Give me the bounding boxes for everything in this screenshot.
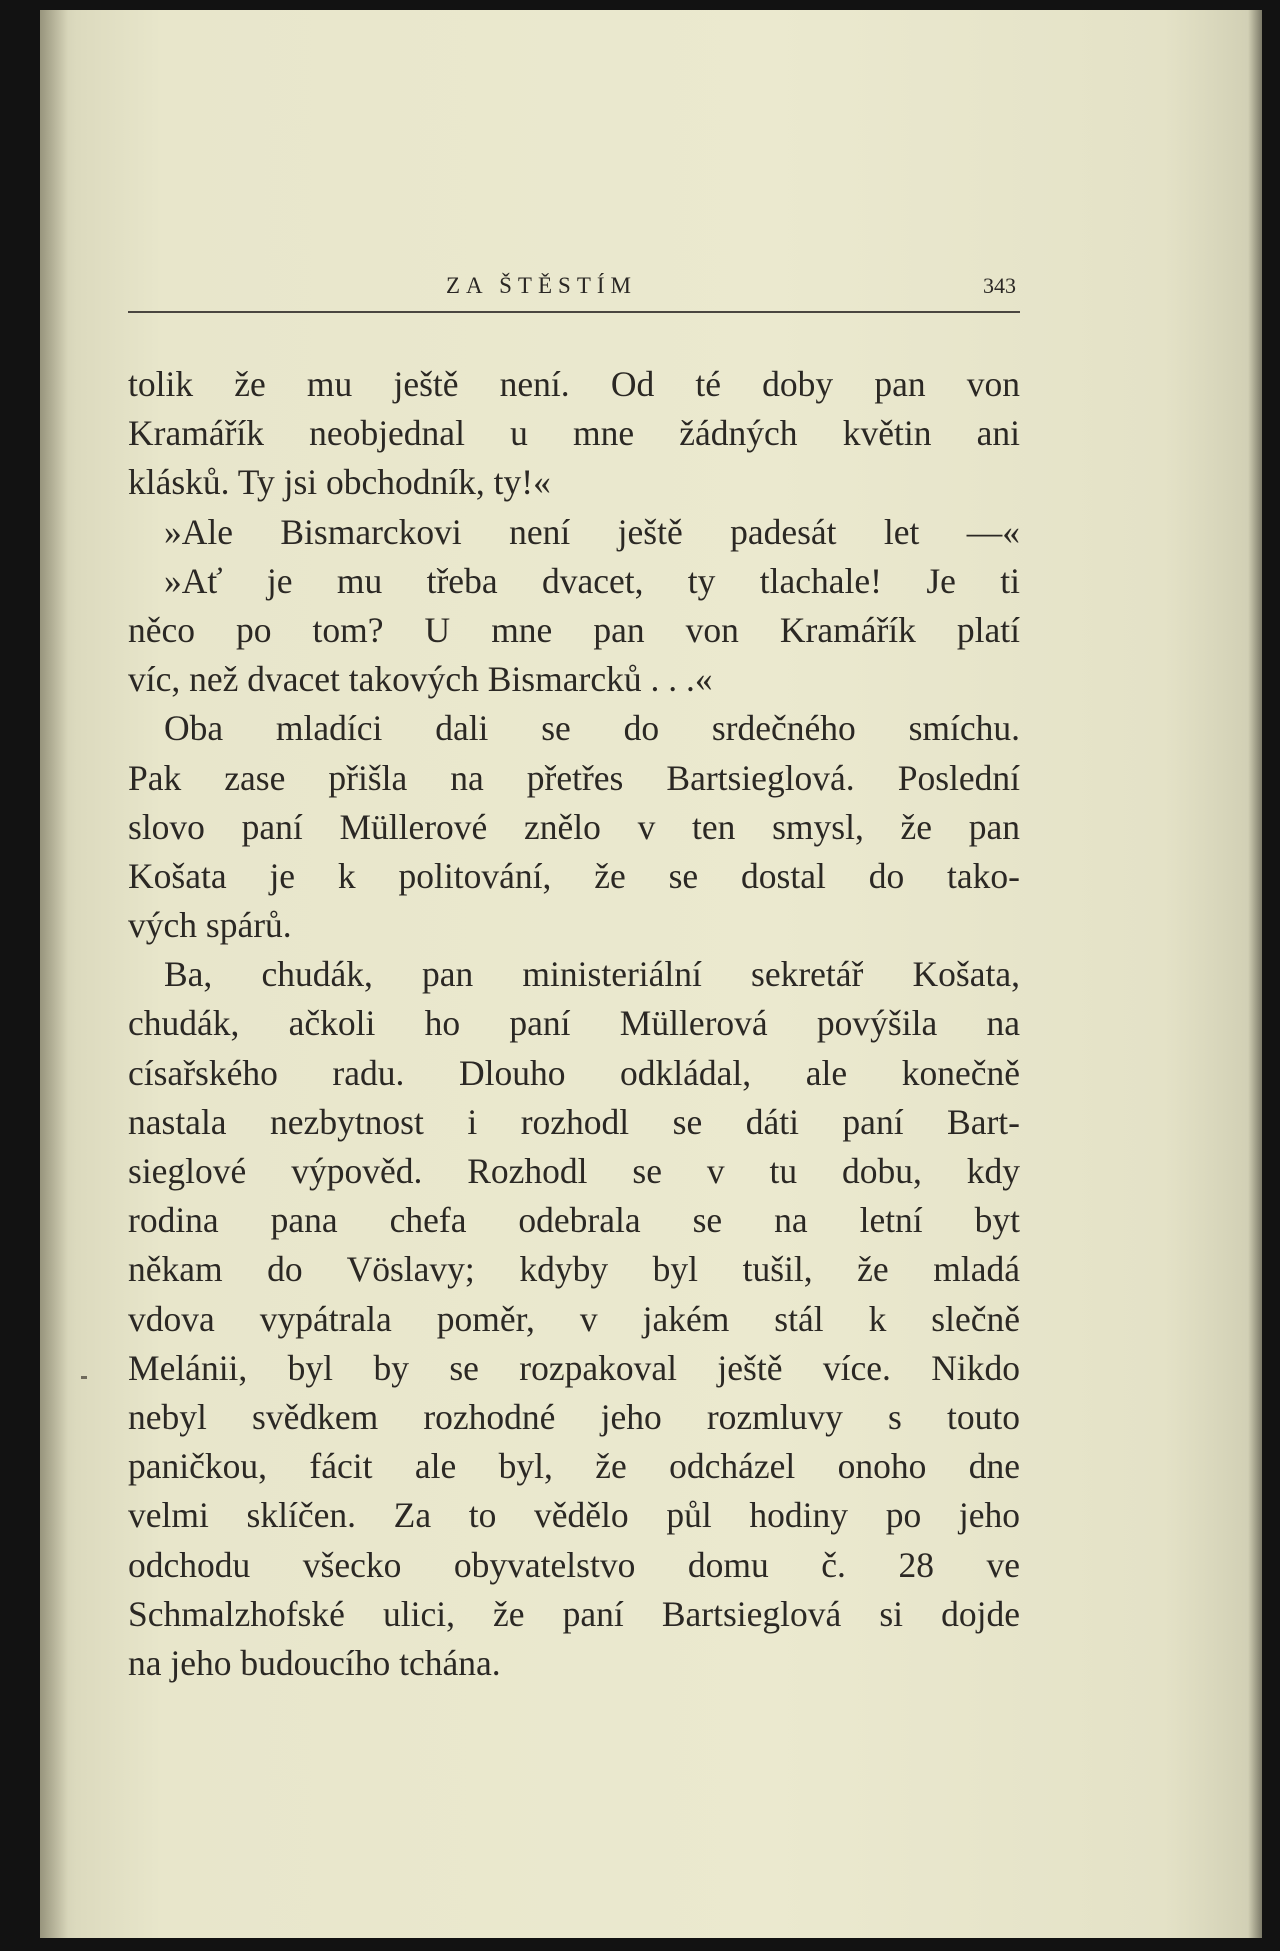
text-line: Pak zase přišla na přetřes Bartsieglová. Poslední — [128, 757, 1020, 798]
text-line: nastala nezbytnost i rozhodl se dáti paní Bart- — [128, 1101, 1020, 1142]
text-line: Ba, chudák, pan ministeriální sekretář Košata, — [164, 954, 1020, 995]
text-line: chudák, ačkoli ho paní Müllerová povýšila na — [128, 1003, 1020, 1044]
text-line: »Ať je mu třeba dvacet, ty tlachale! Je ti — [164, 560, 1020, 601]
running-title: ZA ŠTĚSTÍM — [446, 273, 637, 298]
body-text — [128, 360, 1020, 1688]
page-number: 343 — [983, 273, 1016, 298]
book-page — [40, 10, 1262, 1938]
text-line: klásků. Ty jsi obchodník, ty!« — [128, 462, 551, 503]
running-header — [128, 265, 1020, 313]
text-line: někam do Vöslavy; kdyby byl tušil, že mladá — [128, 1249, 1020, 1290]
text-line: na jeho budoucího tchána. — [128, 1642, 501, 1683]
text-line: vdova vypátrala poměr, v jakém stál k slečně — [128, 1298, 1020, 1339]
text-line: »Ale Bismarckovi není ještě padesát let —« — [164, 511, 1020, 552]
text-line: slovo paní Müllerové znělo v ten smysl, že pan — [128, 806, 1020, 847]
text-line: Košata je k politování, že se dostal do tako- — [128, 855, 1020, 896]
page-edge — [1248, 10, 1262, 1938]
text-line: Kramářík neobjednal u mne žádných květin ani — [128, 413, 1020, 454]
spine-shadow — [40, 10, 68, 1938]
text-line: tolik že mu ještě není. Od té doby pan von — [128, 364, 1020, 404]
text-line: Schmalzhofské ulici, že paní Bartsieglová si dojde — [128, 1593, 1020, 1634]
text-line: paničkou, fácit ale byl, že odcházel onoho dne — [128, 1446, 1020, 1487]
text-line: odchodu všecko obyvatelstvo domu č. 28 ve — [128, 1544, 1020, 1585]
text-line: rodina pana chefa odebrala se na letní byt — [128, 1200, 1020, 1241]
text-line: císařského radu. Dlouho odkládal, ale konečně — [128, 1052, 1020, 1093]
text-line: vých spárů. — [128, 905, 292, 946]
text-line: Melánii, byl by se rozpakoval ještě více. Nikdo — [128, 1347, 1020, 1388]
margin-mark — [81, 1376, 87, 1379]
text-line: Oba mladíci dali se do srdečného smíchu. — [164, 708, 1020, 749]
text-line: víc, než dvacet takových Bismarcků . . .« — [128, 659, 713, 700]
text-line: sieglové výpověd. Rozhodl se v tu dobu, kdy — [128, 1151, 1020, 1191]
text-line: něco po tom? U mne pan von Kramářík platí — [128, 609, 1020, 650]
text-line: velmi sklíčen. Za to vědělo půl hodiny po jeho — [128, 1495, 1020, 1536]
text-line: nebyl svědkem rozhodné jeho rozmluvy s touto — [128, 1396, 1020, 1437]
